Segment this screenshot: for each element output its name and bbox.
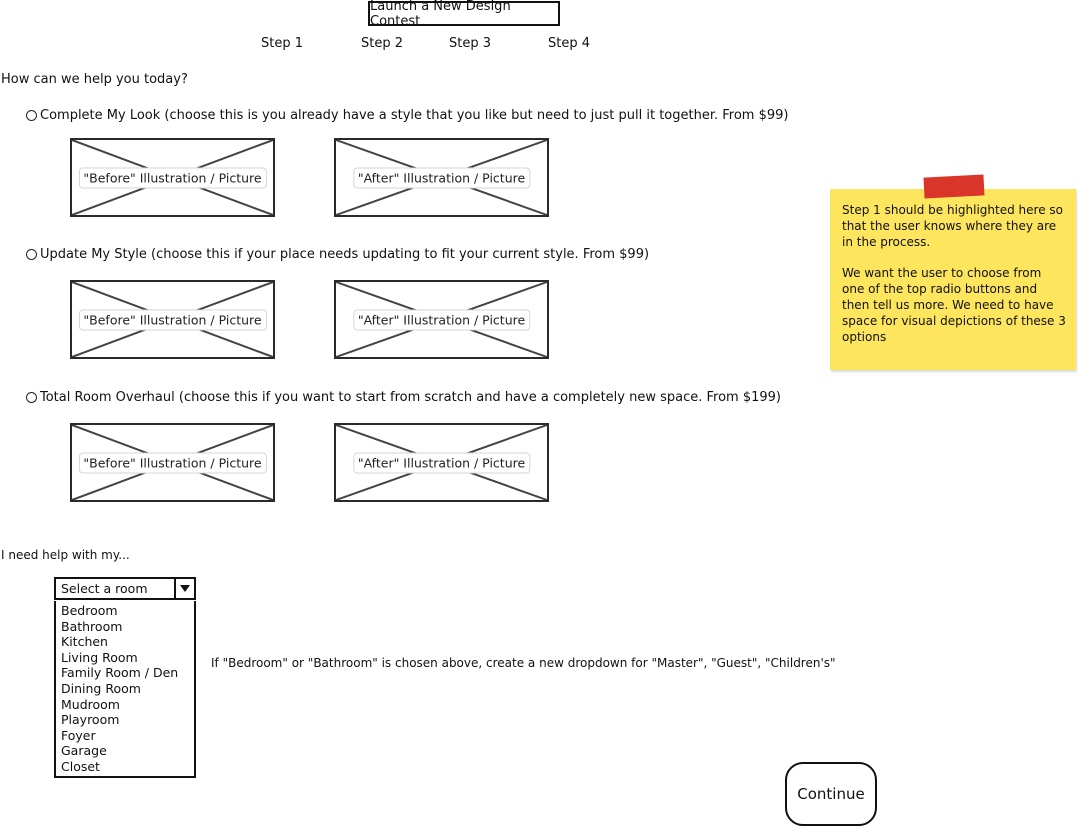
sticky-note xyxy=(830,189,1076,370)
option-label: Total Room Overhaul (choose this if you want to start from scratch and have a completely new space. From $199) xyxy=(40,390,782,405)
room-option-living-room[interactable]: Living Room xyxy=(61,649,138,665)
step-4[interactable]: Step 4 xyxy=(548,36,591,51)
option-update-my-style[interactable] xyxy=(26,247,649,262)
room-select[interactable] xyxy=(54,577,196,600)
page-title: Launch a New Design Contest xyxy=(368,1,560,26)
radio-icon[interactable] xyxy=(26,249,37,260)
room-option-garage[interactable]: Garage xyxy=(61,743,107,759)
option-label: Complete My Look (choose this is you already have a style that you like but need to just pull it together. From $99) xyxy=(40,108,789,123)
help-question: How can we help you today? xyxy=(1,72,188,87)
before-image-placeholder xyxy=(70,280,275,359)
room-option-mudroom[interactable]: Mudroom xyxy=(61,696,120,712)
room-list xyxy=(54,601,196,778)
radio-icon[interactable] xyxy=(26,110,37,121)
room-option-dining-room[interactable]: Dining Room xyxy=(61,680,141,696)
before-image-placeholder xyxy=(70,138,275,217)
after-image-placeholder xyxy=(334,423,549,502)
placeholder-label: "Before" Illustration / Picture xyxy=(78,309,266,330)
after-image-placeholder xyxy=(334,138,549,217)
placeholder-label: "Before" Illustration / Picture xyxy=(78,452,266,473)
sticky-note-para-2: We want the user to choose from one of the top radio buttons and then tell us more. We need to have space for visual depictions of these 3 options xyxy=(842,266,1066,344)
room-option-kitchen[interactable]: Kitchen xyxy=(61,634,108,650)
sticky-tape-icon xyxy=(923,174,984,198)
option-complete-my-look[interactable] xyxy=(26,108,789,123)
option-total-room-overhaul[interactable] xyxy=(26,390,781,405)
after-image-placeholder xyxy=(334,280,549,359)
room-option-bathroom[interactable]: Bathroom xyxy=(61,618,123,634)
placeholder-label: "After" Illustration / Picture xyxy=(353,167,530,188)
placeholder-label: "After" Illustration / Picture xyxy=(353,309,530,330)
room-select-value: Select a room xyxy=(61,581,148,596)
radio-icon[interactable] xyxy=(26,392,37,403)
step-3[interactable]: Step 3 xyxy=(449,36,492,51)
step-1[interactable]: Step 1 xyxy=(261,36,304,51)
placeholder-label: "Before" Illustration / Picture xyxy=(78,167,266,188)
continue-button[interactable]: Continue xyxy=(785,762,877,826)
step-2[interactable]: Step 2 xyxy=(361,36,404,51)
sticky-note-para-1: Step 1 should be highlighted here so that the user knows where they are in the process. xyxy=(842,203,1063,249)
room-option-foyer[interactable]: Foyer xyxy=(61,727,96,743)
room-option-playroom[interactable]: Playroom xyxy=(61,712,120,728)
room-option-closet[interactable]: Closet xyxy=(61,758,100,774)
room-help-label: I need help with my... xyxy=(1,548,130,562)
room-option-bedroom[interactable]: Bedroom xyxy=(61,603,118,618)
dropdown-annotation: If "Bedroom" or "Bathroom" is chosen above, create a new dropdown for "Master", "Guest", "Children's" xyxy=(211,656,836,670)
placeholder-label: "After" Illustration / Picture xyxy=(353,452,530,473)
room-option-family-room[interactable]: Family Room / Den xyxy=(61,665,179,681)
before-image-placeholder xyxy=(70,423,275,502)
option-label: Update My Style (choose this if your place needs updating to fit your current style. From $99) xyxy=(40,247,650,262)
chevron-down-icon[interactable] xyxy=(174,579,194,598)
